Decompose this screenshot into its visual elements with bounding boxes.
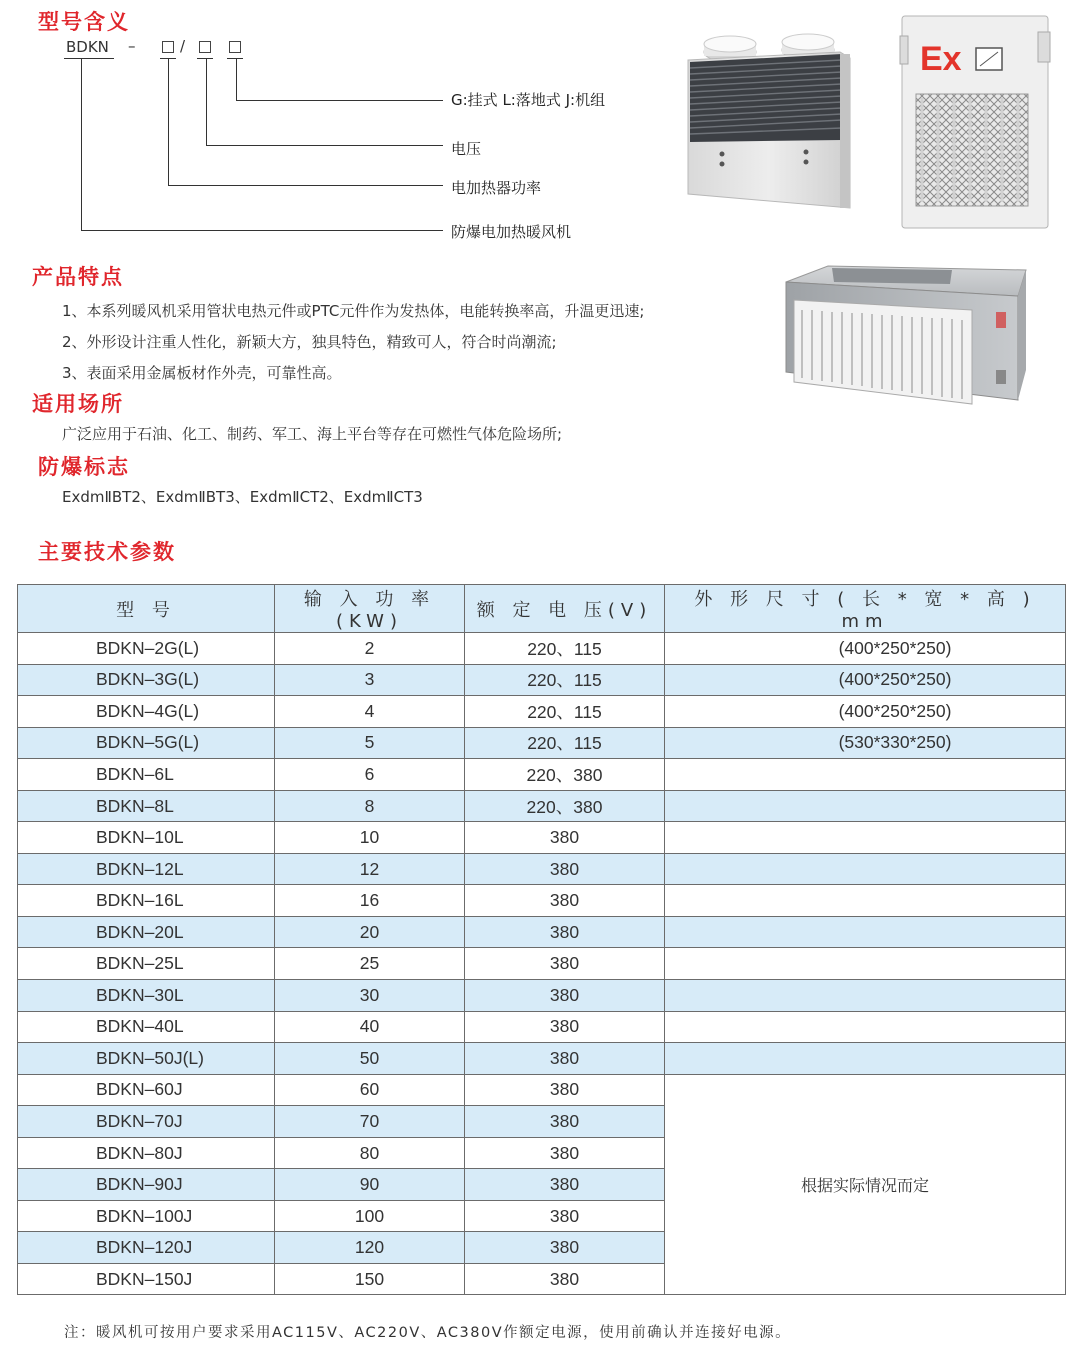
table-row bbox=[18, 916, 1066, 948]
leader-power-v bbox=[168, 58, 169, 186]
cell-model: BDKN–4G(L) bbox=[18, 696, 275, 728]
table-row bbox=[18, 1011, 1066, 1043]
cell-dimensions bbox=[665, 822, 1066, 854]
specs-heading: 主要技术参数 bbox=[38, 539, 176, 564]
cell-dimensions bbox=[665, 980, 1066, 1012]
cell-voltage: 220、115 bbox=[465, 727, 665, 759]
header-dimensions: 外 形 尺 寸 ( 长 * 宽 * 高 ) mm bbox=[665, 585, 1066, 633]
cell-dimensions bbox=[665, 759, 1066, 791]
cell-power: 120 bbox=[275, 1232, 465, 1264]
cell-dimensions-merged: 根据实际情况而定 bbox=[665, 1074, 1066, 1295]
application-text: 广泛应用于石油、化工、制药、军工、海上平台等存在可燃性气体危险场所; bbox=[62, 425, 563, 443]
cell-voltage: 380 bbox=[465, 1200, 665, 1232]
cell-voltage: 220、115 bbox=[465, 696, 665, 728]
cell-dimensions bbox=[665, 853, 1066, 885]
leader-power-h bbox=[168, 185, 443, 186]
table-row bbox=[18, 1043, 1066, 1075]
table-row bbox=[18, 1074, 1066, 1106]
cell-voltage: 220、115 bbox=[465, 664, 665, 696]
cell-power: 150 bbox=[275, 1263, 465, 1295]
cell-dimensions bbox=[665, 1011, 1066, 1043]
cell-power: 60 bbox=[275, 1074, 465, 1106]
cell-dimensions bbox=[665, 790, 1066, 822]
cell-dimensions bbox=[665, 1043, 1066, 1075]
table-row bbox=[18, 727, 1066, 759]
table-row bbox=[18, 885, 1066, 917]
model-code-dash: – bbox=[128, 37, 136, 55]
cell-model: BDKN–120J bbox=[18, 1232, 275, 1264]
cell-power: 100 bbox=[275, 1200, 465, 1232]
cell-model: BDKN–25L bbox=[18, 948, 275, 980]
cell-voltage: 380 bbox=[465, 948, 665, 980]
cell-dimensions bbox=[665, 885, 1066, 917]
cell-power: 5 bbox=[275, 727, 465, 759]
cell-voltage: 220、115 bbox=[465, 633, 665, 665]
table-row bbox=[18, 822, 1066, 854]
header-voltage: 额 定 电 压(V) bbox=[465, 585, 665, 633]
cell-model: BDKN–40L bbox=[18, 1011, 275, 1043]
cell-power: 16 bbox=[275, 885, 465, 917]
header-model: 型 号 bbox=[18, 585, 275, 633]
legend-type: G:挂式 L:落地式 J:机组 bbox=[451, 91, 606, 109]
cell-model: BDKN–70J bbox=[18, 1106, 275, 1138]
cell-dimensions bbox=[665, 916, 1066, 948]
cell-power: 10 bbox=[275, 822, 465, 854]
application-heading: 适用场所 bbox=[32, 391, 124, 416]
cell-power: 80 bbox=[275, 1137, 465, 1169]
cell-model: BDKN–80J bbox=[18, 1137, 275, 1169]
cell-voltage: 220、380 bbox=[465, 759, 665, 791]
cell-model: BDKN–90J bbox=[18, 1169, 275, 1201]
cell-voltage: 380 bbox=[465, 853, 665, 885]
cell-model: BDKN–150J bbox=[18, 1263, 275, 1295]
feature-item-3: 3、表面采用金属板材作外壳，可靠性高。 bbox=[62, 364, 342, 382]
cell-dimensions bbox=[665, 948, 1066, 980]
cell-power: 70 bbox=[275, 1106, 465, 1138]
leader-voltage-h bbox=[206, 145, 443, 146]
table-row bbox=[18, 759, 1066, 791]
cell-model: BDKN–8L bbox=[18, 790, 275, 822]
cell-power: 25 bbox=[275, 948, 465, 980]
cell-power: 3 bbox=[275, 664, 465, 696]
leader-type-h bbox=[236, 100, 443, 101]
cell-voltage: 220、380 bbox=[465, 790, 665, 822]
legend-product: 防爆电加热暖风机 bbox=[451, 223, 572, 241]
cell-dimensions: (400*250*250) bbox=[665, 696, 1066, 728]
cell-voltage: 380 bbox=[465, 1232, 665, 1264]
leader-type-v bbox=[236, 58, 237, 101]
cell-voltage: 380 bbox=[465, 1263, 665, 1295]
spec-table-header bbox=[18, 585, 1066, 633]
cell-model: BDKN–16L bbox=[18, 885, 275, 917]
table-row bbox=[18, 948, 1066, 980]
leader-voltage-v bbox=[206, 58, 207, 146]
cell-model: BDKN–30L bbox=[18, 980, 275, 1012]
spec-table-body bbox=[18, 633, 1066, 1295]
table-row bbox=[18, 980, 1066, 1012]
cell-power: 2 bbox=[275, 633, 465, 665]
cell-dimensions: (400*250*250) bbox=[665, 664, 1066, 696]
header-power: 输 入 功 率(KW) bbox=[275, 585, 465, 633]
ceiling-heater-image bbox=[782, 260, 1028, 410]
legend-voltage: 电压 bbox=[451, 140, 482, 158]
code-slot-type bbox=[229, 41, 241, 53]
cell-voltage: 380 bbox=[465, 1011, 665, 1043]
cell-power: 20 bbox=[275, 916, 465, 948]
table-row bbox=[18, 790, 1066, 822]
cell-model: BDKN–6L bbox=[18, 759, 275, 791]
table-row bbox=[18, 633, 1066, 665]
underline-prefix bbox=[64, 58, 114, 59]
cell-voltage: 380 bbox=[465, 1137, 665, 1169]
cell-voltage: 380 bbox=[465, 822, 665, 854]
cell-power: 8 bbox=[275, 790, 465, 822]
spec-table bbox=[17, 584, 1066, 1295]
cell-power: 40 bbox=[275, 1011, 465, 1043]
ex-mark-label: Ex bbox=[920, 40, 962, 78]
code-slot-voltage bbox=[199, 41, 211, 53]
cell-power: 50 bbox=[275, 1043, 465, 1075]
unit-heater-image bbox=[680, 30, 858, 212]
cell-voltage: 380 bbox=[465, 1043, 665, 1075]
cell-voltage: 380 bbox=[465, 980, 665, 1012]
footer-note: 注：暖风机可按用户要求采用AC115V、AC220V、AC380V作额定电源，使用前确认并连接好电源。 bbox=[64, 1325, 792, 1341]
cell-power: 4 bbox=[275, 696, 465, 728]
cell-power: 90 bbox=[275, 1169, 465, 1201]
cell-voltage: 380 bbox=[465, 1106, 665, 1138]
cell-model: BDKN–100J bbox=[18, 1200, 275, 1232]
cell-model: BDKN–12L bbox=[18, 853, 275, 885]
table-row bbox=[18, 664, 1066, 696]
cell-model: BDKN–20L bbox=[18, 916, 275, 948]
model-code-prefix: BDKN bbox=[66, 38, 109, 56]
cell-power: 6 bbox=[275, 759, 465, 791]
underline-voltage bbox=[197, 58, 213, 59]
cell-power: 30 bbox=[275, 980, 465, 1012]
cell-voltage: 380 bbox=[465, 1169, 665, 1201]
ex-mark-heading: 防爆标志 bbox=[38, 454, 130, 479]
table-row bbox=[18, 853, 1066, 885]
code-slot-power bbox=[162, 41, 174, 53]
features-heading: 产品特点 bbox=[32, 264, 124, 289]
cell-dimensions: (400*250*250) bbox=[665, 633, 1066, 665]
cell-voltage: 380 bbox=[465, 885, 665, 917]
ex-mark-text: ExdmⅡBT2、ExdmⅡBT3、ExdmⅡCT2、ExdmⅡCT3 bbox=[62, 488, 423, 506]
cell-power: 12 bbox=[275, 853, 465, 885]
model-meaning-heading: 型号含义 bbox=[38, 9, 130, 34]
cell-model: BDKN–60J bbox=[18, 1074, 275, 1106]
wall-heater-image bbox=[898, 12, 1054, 232]
legend-power: 电加热器功率 bbox=[451, 179, 542, 197]
feature-item-2: 2、外形设计注重人性化，新颖大方，独具特色，精致可人，符合时尚潮流; bbox=[62, 333, 557, 351]
cell-voltage: 380 bbox=[465, 916, 665, 948]
cell-model: BDKN–2G(L) bbox=[18, 633, 275, 665]
cell-model: BDKN–3G(L) bbox=[18, 664, 275, 696]
leader-prefix-v bbox=[81, 58, 82, 231]
model-code-slash: / bbox=[180, 37, 186, 55]
cell-voltage: 380 bbox=[465, 1074, 665, 1106]
leader-prefix-h bbox=[81, 230, 443, 231]
cell-model: BDKN–5G(L) bbox=[18, 727, 275, 759]
cell-model: BDKN–10L bbox=[18, 822, 275, 854]
cell-dimensions: (530*330*250) bbox=[665, 727, 1066, 759]
table-row bbox=[18, 696, 1066, 728]
underline-type bbox=[227, 58, 243, 59]
feature-item-1: 1、本系列暖风机采用管状电热元件或PTC元件作为发热体，电能转换率高，升温更迅速; bbox=[62, 302, 645, 320]
cell-model: BDKN–50J(L) bbox=[18, 1043, 275, 1075]
